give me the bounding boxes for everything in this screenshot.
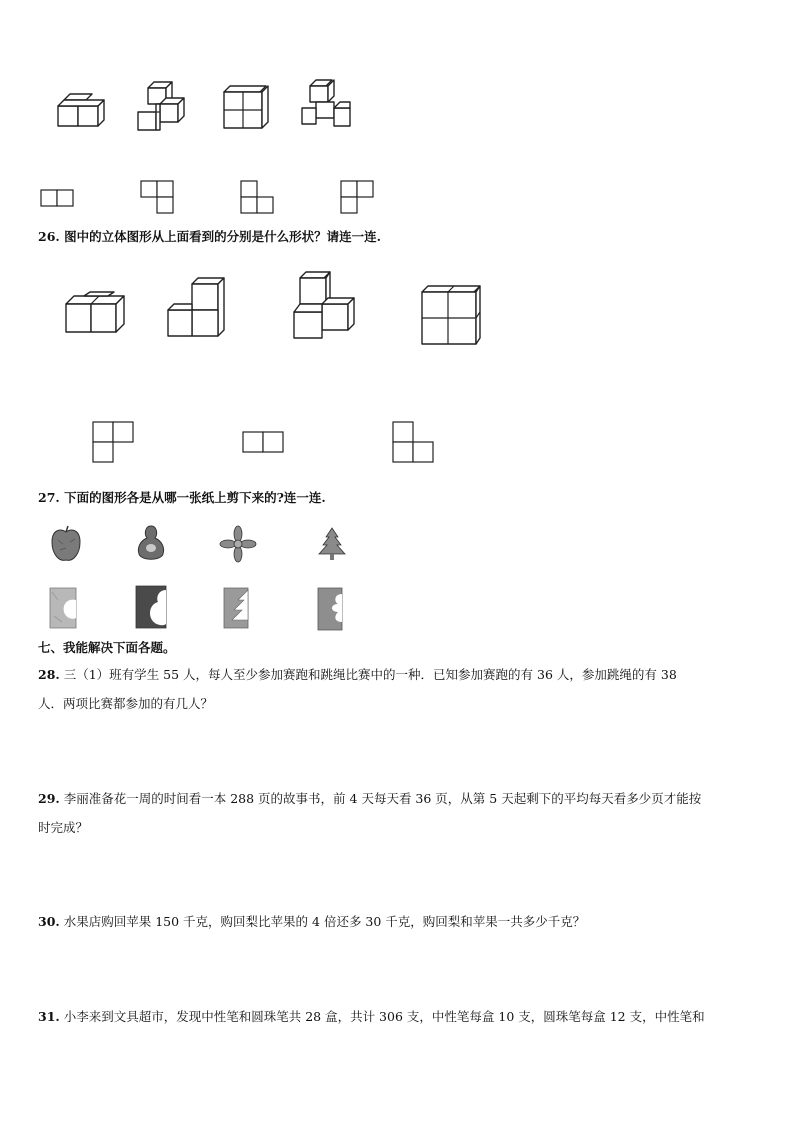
question-number: 29. [38,791,60,806]
question-number: 31. [38,1009,60,1024]
paper-flower-half-icon [316,586,346,632]
gourd-shape-icon [134,524,168,564]
section-title: 七、我能解决下面各题。 [38,640,176,655]
paper-gourd-half-icon [134,584,170,630]
question-26 [38,229,381,245]
question-29-cont [38,820,88,836]
question-27 [38,490,326,506]
view-26b-icon [242,431,288,457]
question-text-line1: 水果店购回苹果 150 千克，购回梨比苹果的 4 倍还多 30 千克，购回梨和苹果一共多少千克？ [63,914,586,929]
solid-26c-icon [292,270,358,340]
solid-c-icon [222,86,270,132]
solid-b-icon [136,82,188,134]
question-number: 27. [38,490,60,505]
question-number: 28. [38,667,60,682]
question-text-line2: 人．两项比赛都参加的有几人？ [38,696,214,711]
question-text-line1: 小李来到文具超市，发现中性笔和圆珠笔共 28 盒，共计 306 支，中性笔每盒 10 支，圆珠笔每盒 12 支，中性笔和 [63,1009,705,1024]
question-28 [38,667,677,683]
tree-shape-icon [316,526,348,562]
solid-26b-icon [166,276,228,338]
paper-apple-half-icon [48,586,80,630]
question-text: 图中的立体图形从上面看到的分别是什么形状？请连一连. [64,229,381,244]
question-30 [38,914,585,930]
question-text-line1: 三（1）班有学生 55 人，每人至少参加赛跑和跳绳比赛中的一种．已知参加赛跑的有 36 人，参加跳绳的有 38 [63,667,677,682]
solid-a-icon [56,92,106,132]
view-b-icon [140,180,176,216]
apple-shape-icon [50,524,82,564]
solid-26a-icon [64,292,126,336]
solid-26d-icon [420,284,484,346]
question-31 [38,1009,705,1025]
question-29 [38,791,701,807]
view-c-icon [240,180,276,216]
question-text-line1: 李丽准备花一周的时间看一本 288 页的故事书，前 4 天每天看 36 页，从第 5 天起剩下的平均每天看多少页才能按 [63,791,702,806]
question-text: 下面的图形各是从哪一张纸上剪下来的?连一连. [64,490,326,505]
view-a-icon [40,189,76,209]
question-28-cont [38,696,213,712]
view-26a-icon [92,421,138,467]
flower-shape-icon [220,526,256,562]
paper-tree-half-icon [222,586,252,630]
question-number: 30. [38,914,60,929]
view-d-icon [340,180,376,216]
question-text-line2: 时完成？ [38,820,89,835]
question-number: 26. [38,229,60,244]
view-26c-icon [392,421,438,467]
solid-d-icon [300,78,354,132]
